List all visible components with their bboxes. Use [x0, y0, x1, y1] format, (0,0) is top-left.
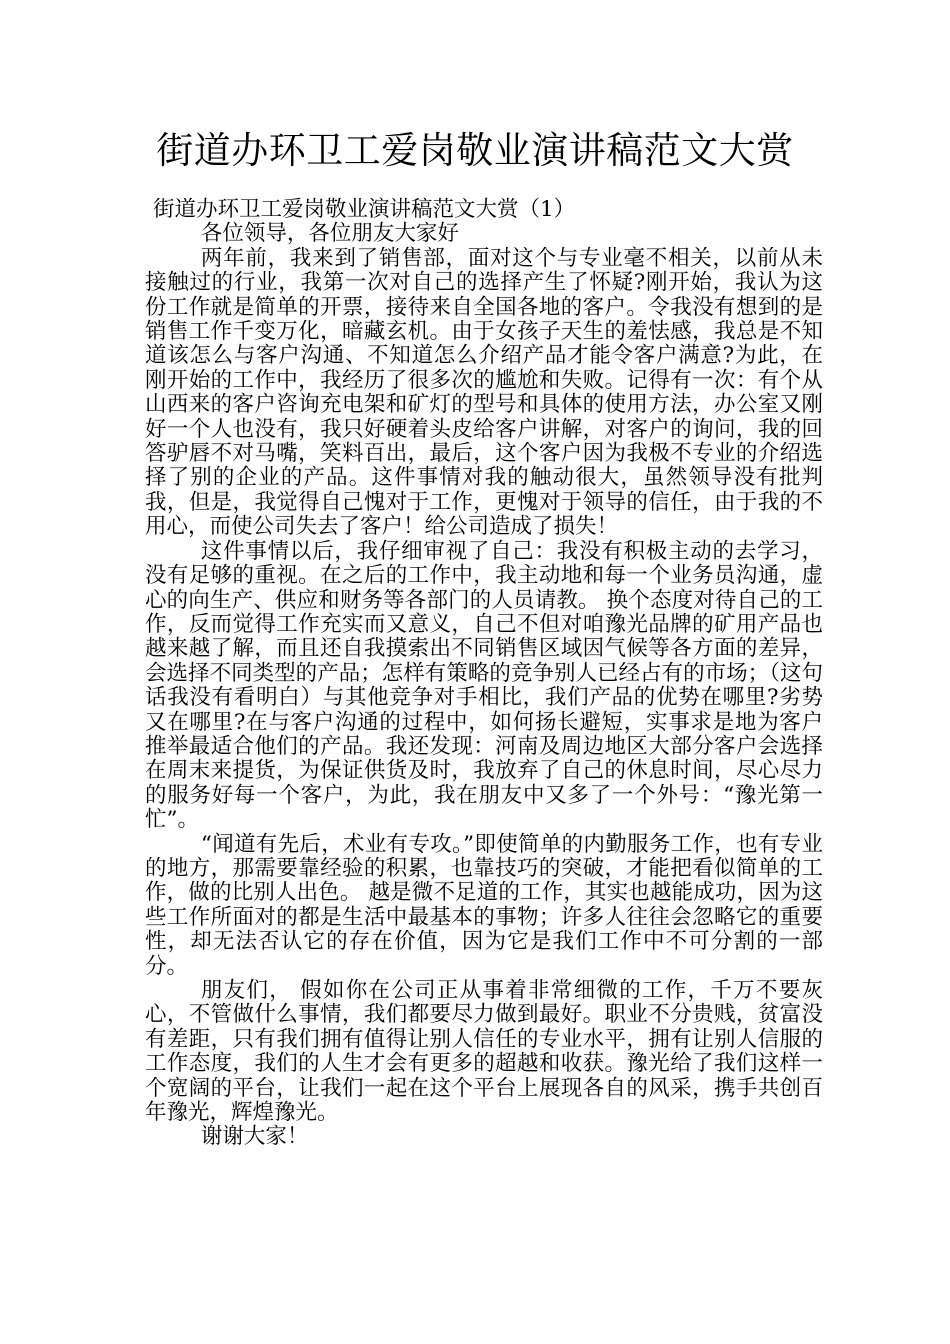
- greeting-line: 各位领导，各位朋友大家好: [200, 221, 459, 247]
- document-title: 街道办环卫工爱岗敬业演讲稿范文大赏: [156, 129, 794, 172]
- closing-line: 谢谢大家！: [200, 1124, 309, 1150]
- paragraph-3: “闻道有先后，术业有专攻。”即使简单的内勤服务工作，也有专业的地方，那需要靠经验的积累，也靠技巧的突破，才能把看似简单的工作，做的比别人出色。 越是微不足道的工作，其实也越能成功，因为这些工作所面对的都是生活中最基本的事物；许多人往往会忽略它的重要性，却无法否认它的存在价值，因为它是我们工作中不可分割的一部分。: [145, 831, 823, 979]
- paragraph-4: 朋友们， 假如你在公司正从事着非常细微的工作，千万不要灰心，不管做什么事情，我们都要尽力做到最好。职业不分贵贱，贫富没有差距，只有我们拥有值得让别人信任的专业水平，拥有让别人信服的工作态度，我们的人生才会有更多的超越和收获。豫光给了我们这样一个宽阔的平台，让我们一起在这个平台上展现各自的风采，携手共创百年豫光，辉煌豫光。: [145, 978, 823, 1126]
- section-heading: 街道办环卫工爱岗敬业演讲稿范文大赏（1）: [153, 197, 576, 222]
- paragraph-1: 两年前，我来到了销售部，面对这个与专业毫不相关，以前从未接触过的行业，我第一次对自己的选择产生了怀疑?刚开始，我认为这份工作就是简单的开票，接待来自全国各地的客户。令我没有想到的是销售工作千变万化，暗藏玄机。由于女孩子天生的羞怯感，我总是不知道该怎么与客户沟通、不知道怎么介绍产品才能令客户满意?为此，在刚开始的工作中，我经历了很多次的尴尬和失败。记得有一次：有个从山西来的客户咨询充电架和矿灯的型号和具体的使用方法，办公室又刚好一个人也没有，我只好硬着头皮给客户讲解，对客户的询问，我的回答驴唇不对马嘴，笑料百出，最后，这个客户因为我极不专业的介绍选择了别的企业的产品。这件事情对我的触动很大，虽然领导没有批判我，但是，我觉得自己愧对于工作，更愧对于领导的信任，由于我的不用心，而使公司失去了客户！给公司造成了损失！: [145, 245, 823, 540]
- document-body: [145, 198, 823, 1150]
- paragraph-2: 这件事情以后，我仔细审视了自己：我没有积极主动的去学习，没有足够的重视。在之后的工作中，我主动地和每一个业务员沟通，虚心的向生产、供应和财务等各部门的人员请教。 换个态度对待自己的工作，反而觉得工作充实而又意义，自己不但对咱豫光品牌的矿用产品也越来越了解，而且还自我摸索出不同销售区域因气候等各方面的差异，会选择不同类型的产品；怎样有策略的竞争别人已经占有的市场；（这句话我没有看明白）与其他竞争对手相比，我们产品的优势在哪里?劣势又在哪里?在与客户沟通的过程中，如何扬长避短，实事求是地为客户推举最适合他们的产品。我还发现：河南及周边地区大部分客户会选择在周末来提货，为保证供货及时，我放弃了自己的休息时间，尽心尽力的服务好每一个客户，为此，我在朋友中又多了一个外号：“豫光第一忙”。: [145, 538, 823, 833]
